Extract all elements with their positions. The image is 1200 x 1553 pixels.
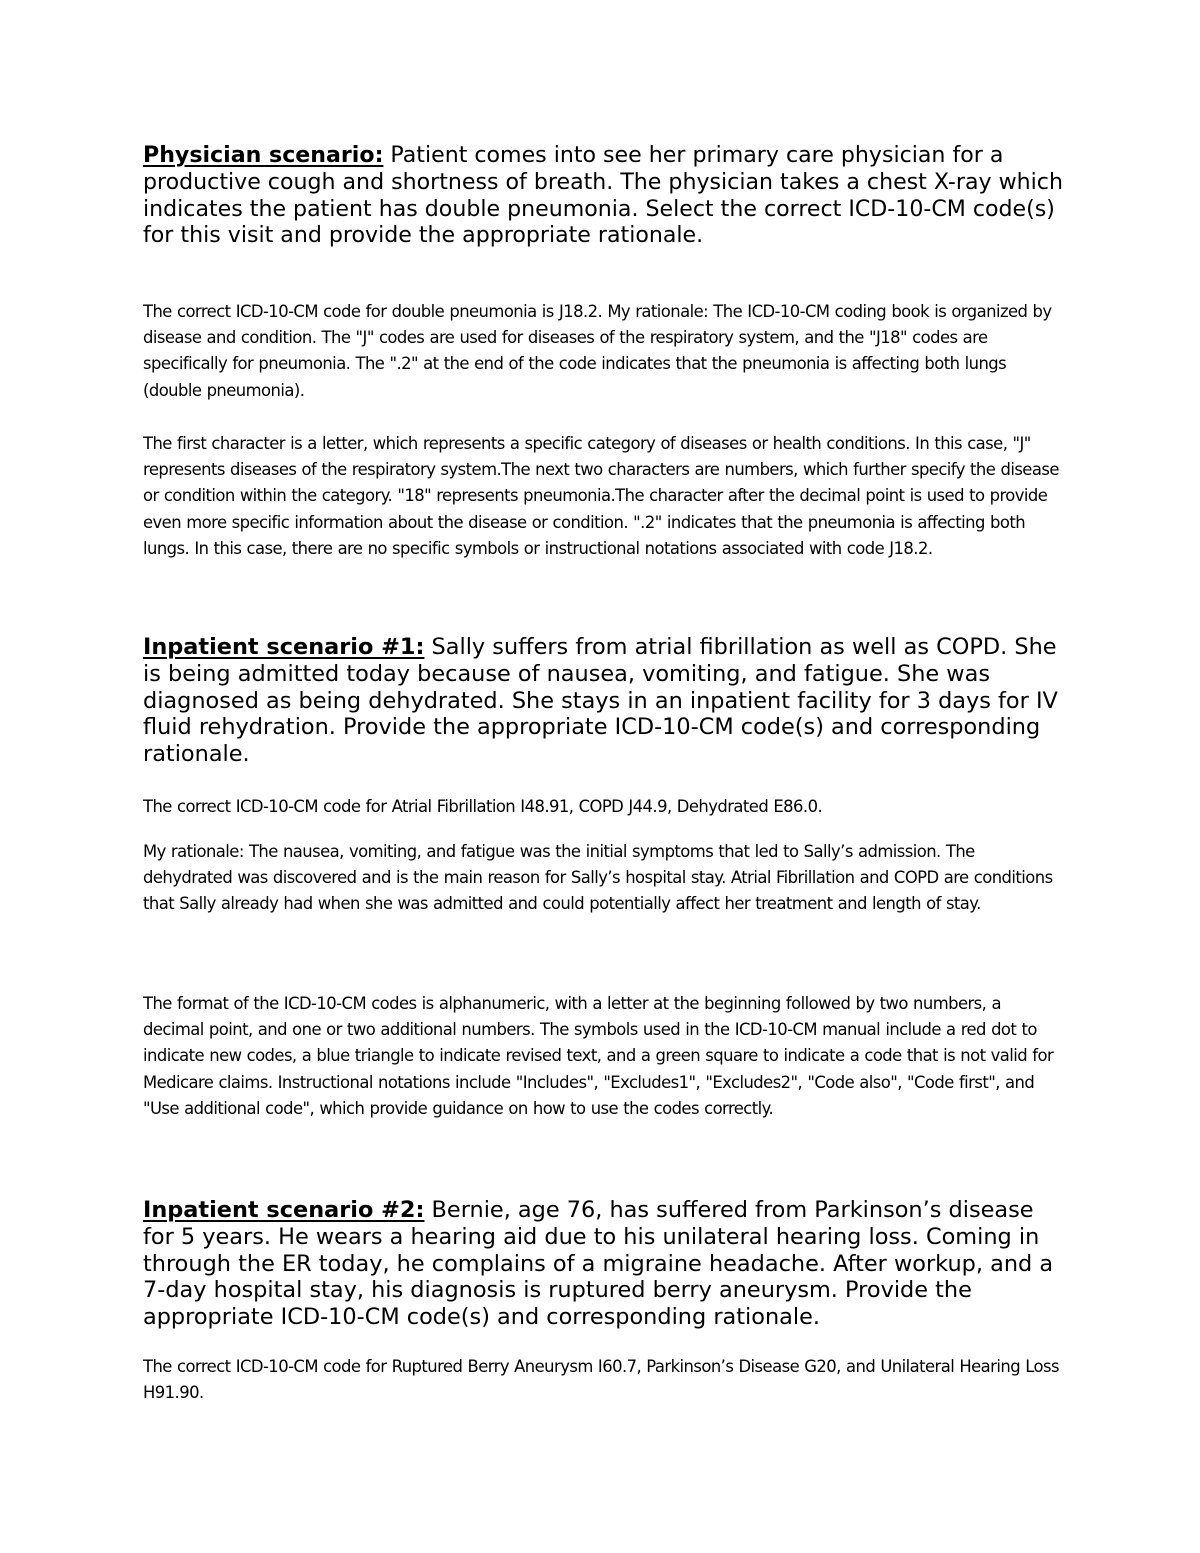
physician-answer-paragraph: The correct ICD-10-CM code for double pneumonia is J18.2. My rationale: The ICD-10-CM coding book is organized by disease and condition. The "J" codes are used for diseases of the respiratory system, and the "J18" codes are specifically for pneumonia. The ".2" at the end of the code indicates that the pneumonia is affecting both lungs (double pneumonia). [143,302,1052,400]
physician-scenario-label: Physician scenario: [143,142,384,168]
inpatient-1-codes-paragraph: The correct ICD-10-CM code for Atrial Fibrillation I48.91, COPD J44.9, Dehydrated E86.0. [143,797,823,816]
physician-scenario-text: Patient comes into see her primary care physician for a productive cough and shortness of breath. The physician takes a chest X-ray which indicates the patient has double pneumonia. Select the correct ICD-10-CM code(s) for this visit and provide the appropriate rationale. [143,142,1063,249]
inpatient-scenario-2-label: Inpatient scenario #2: [143,1197,425,1223]
inpatient-scenario-1-heading [143,634,1063,768]
inpatient-scenario-1-label: Inpatient scenario #1: [143,634,425,660]
physician-code-structure-paragraph: The first character is a letter, which represents a specific category of diseases or health conditions. In this case, "J" represents diseases of the respiratory system.The next two characters are numbers, which further specify the disease or condition within the category. "18" represents pneumonia.The character after the decimal point is used to provide even more specific information about the disease or condition. ".2" indicates that the pneumonia is affecting both lungs. In this case, there are no specific symbols or instructional notations associated with code J18.2. [143,434,1059,558]
inpatient-1-rationale-paragraph: My rationale: The nausea, vomiting, and fatigue was the initial symptoms that led to Sally’s admission. The dehydrated was discovered and is the main reason for Sally’s hospital stay. Atrial Fibrillation and COPD are conditions that Sally already had when she was admitted and could potentially affect her treatment and length of stay. [143,842,1053,914]
inpatient-2-codes-paragraph: The correct ICD-10-CM code for Ruptured Berry Aneurysm I60.7, Parkinson’s Disease G20, and Unilateral Hearing Loss H91.90. [143,1357,1059,1403]
inpatient-1-code-format-paragraph: The format of the ICD-10-CM codes is alphanumeric, with a letter at the beginning followed by two numbers, a decimal point, and one or two additional numbers. The symbols used in the ICD-10-CM manual include a red dot to indicate new codes, a blue triangle to indicate revised text, and a green square to indicate a code that is not valid for Medicare claims. Instructional notations include "Includes", "Excludes1", "Excludes2", "Code also", "Code first", and "Use additional code", which provide guidance on how to use the codes correctly. [143,994,1054,1118]
inpatient-scenario-1-text: Sally suffers from atrial fibrillation as well as COPD. She is being admitted today because of nausea, vomiting, and fatigue. She was diagnosed as being dehydrated. She stays in an inpatient facility for 3 days for IV fluid rehydration. Provide the appropriate ICD-10-CM code(s) and corresponding rationale. [143,634,1058,768]
inpatient-scenario-2-text: Bernie, age 76, has suffered from Parkinson’s disease for 5 years. He wears a hearing aid due to his unilateral hearing loss. Coming in through the ER today, he complains of a migraine headache. After workup, and a 7-day hospital stay, his diagnosis is ruptured berry aneurysm. Provide the appropriate ICD-10-CM code(s) and corresponding rationale. [143,1197,1054,1331]
inpatient-scenario-2-heading [143,1197,1063,1331]
physician-scenario-heading [143,142,1063,249]
